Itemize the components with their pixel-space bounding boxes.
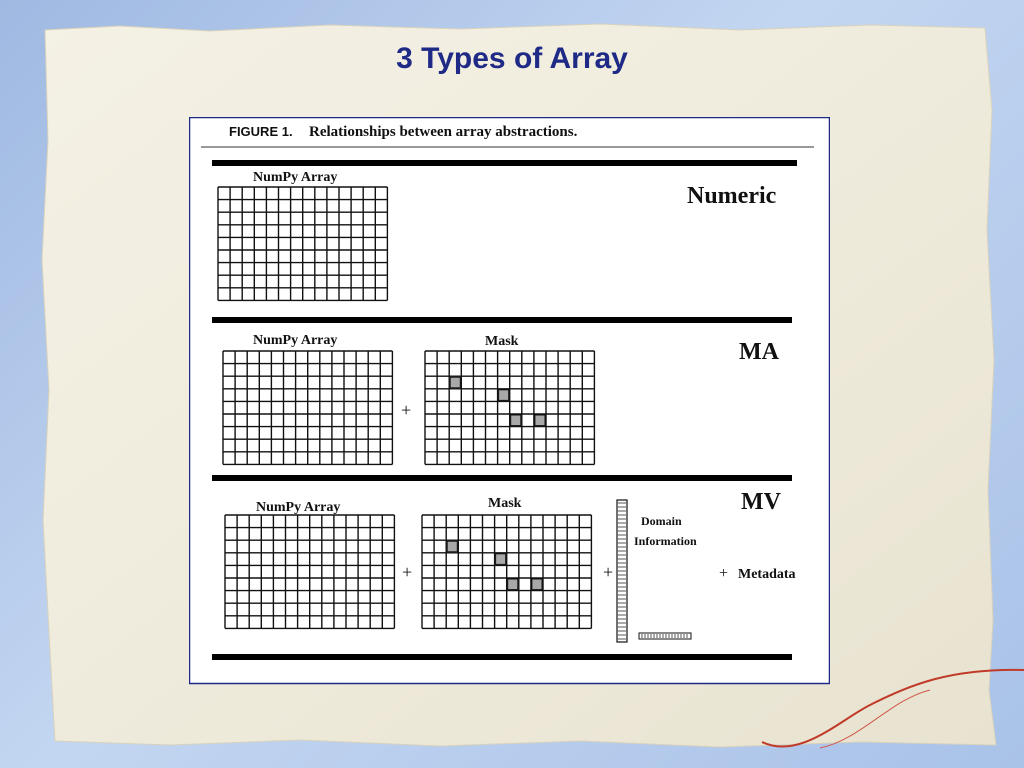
masked-cell [496,554,506,565]
domain-info-vertical-bar [617,500,627,642]
domain-info-horizontal-bar [639,633,691,639]
section-bar-mv [212,475,792,481]
figure-caption-text: Relationships between array abstractions. [309,124,578,140]
section-bar-top [212,160,797,166]
ma-array-label: NumPy Array [253,333,338,348]
masked-cell [535,415,545,426]
metadata-label: Metadata [738,567,796,582]
mv-plus-sign-1: + [402,562,413,582]
mv-panel-title: MV [741,489,781,515]
mv-array-label: NumPy Array [256,500,341,515]
ma-plus-sign: + [401,400,412,420]
section-bar-bottom [212,654,792,660]
ma-panel-title: MA [739,339,779,365]
masked-cell [508,579,518,590]
slide-title: 3 Types of Array [396,42,628,75]
information-label: Information [634,534,697,548]
domain-label: Domain [641,514,682,528]
masked-cell [450,377,460,388]
mv-mask-label: Mask [488,496,522,511]
info-bar-outline [639,633,691,639]
numeric-array-label: NumPy Array [253,170,338,185]
array-relationships-figure [189,117,830,685]
ma-mask-label: Mask [485,334,519,349]
metadata-plus-sign: + [719,565,729,582]
section-bar-ma [212,317,792,323]
masked-cell [532,579,542,590]
masked-cell [499,390,509,401]
masked-cell [511,415,521,426]
mv-plus-sign-2: + [603,562,614,582]
masked-cell [447,541,457,552]
figure-caption-label: FIGURE 1. [229,124,293,139]
numeric-panel-title: Numeric [687,183,777,209]
